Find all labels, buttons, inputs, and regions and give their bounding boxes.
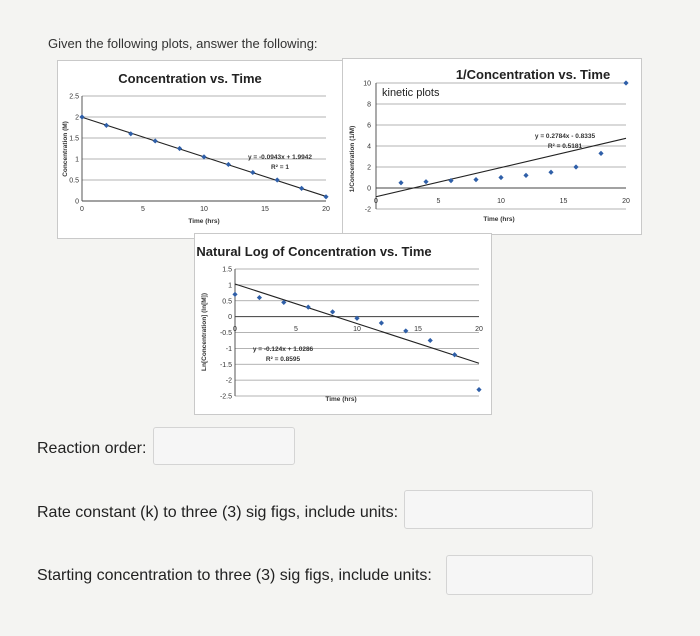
ln-y-tick-label: 1 xyxy=(228,282,232,290)
inv-data-point xyxy=(398,180,403,185)
ln-x-tick-label: 5 xyxy=(294,326,298,333)
conc-x-tick-label: 20 xyxy=(322,206,330,213)
inv-data-point xyxy=(498,175,503,180)
conc-y-tick-label: 2 xyxy=(75,114,79,122)
ln-x-tick-label: 0 xyxy=(233,326,237,333)
inv-data-point xyxy=(623,80,628,85)
ln-x-tick-label: 20 xyxy=(475,326,483,333)
conc-y-tick-label: 1.5 xyxy=(69,135,79,143)
ln-y-tick-label: 0.5 xyxy=(222,298,232,306)
ln-y-tick-label: -2 xyxy=(225,377,232,385)
conc-chart-title: Concentration vs. Time xyxy=(118,71,262,86)
conc-y-tick-label: 1 xyxy=(75,156,79,164)
inv-y-tick-label: 2 xyxy=(367,164,371,172)
inv-chart-title: 1/Concentration vs. Time xyxy=(455,67,611,82)
ln-y-tick-label: 1.5 xyxy=(222,266,232,274)
inv-data-point xyxy=(548,170,553,175)
conc-y-tick-label: 2.5 xyxy=(69,93,79,101)
ln-y-tick-label: -2.5 xyxy=(219,393,232,401)
inv-y-tick-label: -2 xyxy=(364,206,371,214)
conc-y-tick-label: 0 xyxy=(75,198,79,206)
inv-y-tick-label: 8 xyxy=(367,101,371,109)
ln-y-tick-label: -1.5 xyxy=(219,361,232,369)
conc-data-point xyxy=(226,162,231,167)
conc-x-tick-label: 15 xyxy=(261,206,269,213)
inv-x-tick-label: 15 xyxy=(559,198,568,205)
ln-data-point xyxy=(306,305,311,310)
ln-concentration-chart-svg xyxy=(195,234,491,414)
ln-y-tick-label: -0.5 xyxy=(219,330,232,337)
instructions-text: Given the following plots, answer the following: xyxy=(48,36,318,51)
ln-data-point xyxy=(476,387,481,392)
conc-data-point xyxy=(177,146,182,151)
ln-data-point xyxy=(428,338,433,343)
ln-r-squared: R² = 0.8595 xyxy=(265,356,301,363)
starting-concentration-label: Starting concentration to three (3) sig figs, include units: xyxy=(37,567,432,584)
conc-x-tick-label: 0 xyxy=(80,206,84,213)
conc-x-tick-label: 5 xyxy=(141,206,145,213)
ln-x-axis-label: Time (hrs) xyxy=(325,396,357,403)
inv-data-point xyxy=(423,179,428,184)
conc-data-point xyxy=(275,177,280,182)
inv-y-tick-label: 6 xyxy=(367,122,371,130)
inv-trendline-equation: y = 0.2784x - 0.8335 xyxy=(534,133,596,140)
inv-r-squared: R² = 0.5181 xyxy=(547,143,583,150)
ln-x-tick-label: 10 xyxy=(353,326,361,333)
rate-constant-label: Rate constant (k) to three (3) sig figs, include units: xyxy=(37,504,399,521)
conc-trendline-equation: y = -0.0943x + 1.9942 xyxy=(248,154,312,161)
inverse-concentration-chart-svg xyxy=(343,59,641,234)
inv-data-point xyxy=(473,177,478,182)
inv-y-tick-label: 4 xyxy=(367,143,371,151)
inv-x-axis-label: Time (hrs) xyxy=(483,216,515,223)
ln-chart-title: Natural Log of Concentration vs. Time xyxy=(196,244,432,259)
inv-x-tick-label: 0 xyxy=(374,198,378,205)
reaction-order-label: Reaction order: xyxy=(37,440,147,457)
conc-data-point xyxy=(323,194,328,199)
starting-concentration-input[interactable] xyxy=(446,555,593,595)
ln-x-tick-label: 15 xyxy=(414,326,422,333)
concentration-chart xyxy=(57,60,347,239)
conc-data-point xyxy=(79,114,84,119)
concentration-chart-svg xyxy=(58,61,346,238)
inv-data-point xyxy=(573,164,578,169)
conc-r-squared: R² = 1 xyxy=(271,164,289,171)
conc-data-point xyxy=(153,138,158,143)
ln-concentration-chart xyxy=(194,233,492,415)
inv-y-axis-label: 1/Concentration (1/M) xyxy=(349,125,356,193)
inv-x-tick-label: 10 xyxy=(497,198,505,205)
ln-data-point xyxy=(330,309,335,314)
inverse-concentration-chart xyxy=(342,58,642,235)
conc-x-tick-label: 10 xyxy=(200,206,208,213)
inv-chart-subtitle: kinetic plots xyxy=(382,87,440,99)
ln-data-point xyxy=(379,320,384,325)
ln-y-axis-label: Ln[Concentration] (ln[M]) xyxy=(201,293,208,371)
inv-data-point xyxy=(598,151,603,156)
rate-constant-input[interactable] xyxy=(404,490,593,529)
ln-data-point xyxy=(257,295,262,300)
conc-y-axis-label: Concentration (M) xyxy=(62,121,69,177)
ln-data-point xyxy=(232,292,237,297)
conc-x-axis-label: Time (hrs) xyxy=(188,218,220,225)
conc-data-point xyxy=(104,123,109,128)
inv-y-tick-label: 10 xyxy=(363,80,371,88)
conc-data-point xyxy=(299,186,304,191)
conc-y-tick-label: 0.5 xyxy=(69,177,79,185)
conc-data-point xyxy=(250,170,255,175)
ln-y-tick-label: -1 xyxy=(225,345,232,353)
inv-y-tick-label: 0 xyxy=(367,185,371,193)
ln-trendline-equation: y = -0.124x + 1.0286 xyxy=(252,346,314,353)
ln-data-point xyxy=(452,352,457,357)
inv-data-point xyxy=(523,173,528,178)
inv-x-tick-label: 20 xyxy=(622,198,630,205)
inv-x-tick-label: 5 xyxy=(436,198,441,205)
ln-y-tick-label: 0 xyxy=(228,314,232,322)
reaction-order-input[interactable] xyxy=(153,427,295,465)
